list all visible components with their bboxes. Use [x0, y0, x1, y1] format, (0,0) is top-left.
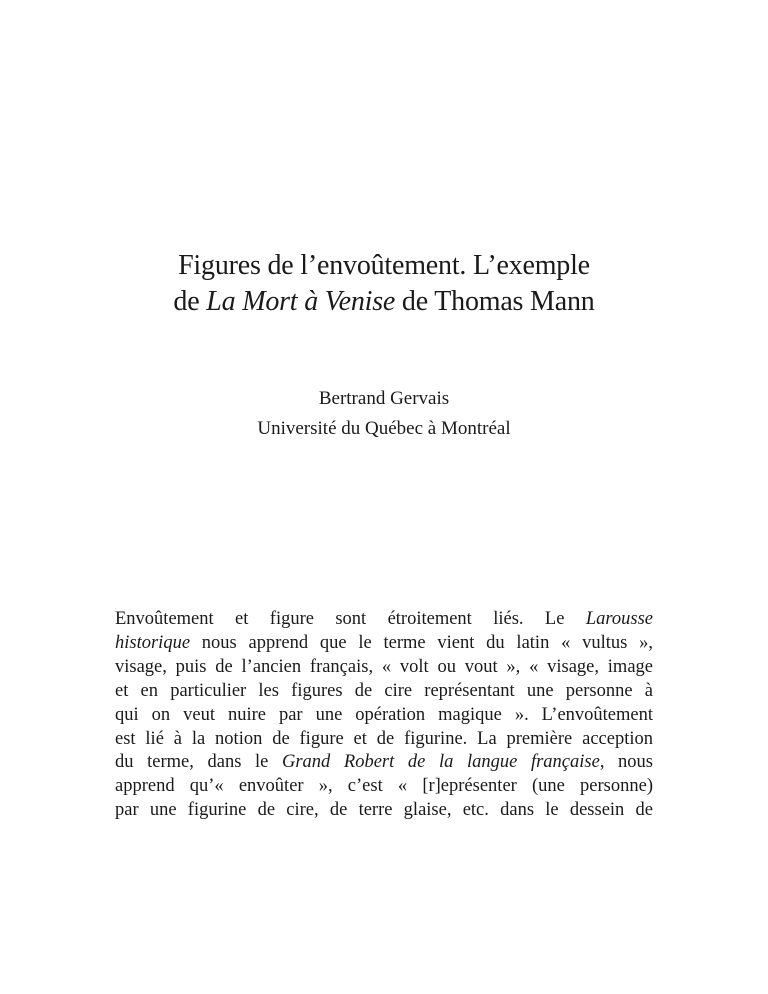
paragraph-line	[115, 751, 653, 775]
author-block	[0, 384, 768, 444]
italic-run: historique	[115, 632, 191, 653]
author-affiliation: Université du Québec à Montréal	[257, 418, 511, 439]
text-run: nous apprend que le terme vient du latin « vultus »,	[190, 632, 653, 653]
italic-run: Larousse	[585, 609, 653, 629]
text-run: Envoûtement et figure sont étroitement liés. Le	[115, 609, 586, 629]
paragraph-line: apprend qu’« envoûter », c’est « [r]eprésenter (une personne)	[115, 776, 653, 797]
title-line-2	[0, 284, 768, 320]
text-run: , nous	[599, 752, 654, 773]
body-paragraph	[115, 608, 653, 823]
title-work-italic: La Mort à Venise	[206, 286, 396, 317]
title-suffix: de Thomas Mann	[395, 286, 595, 317]
author-name: Bertrand Gervais	[318, 388, 450, 409]
text-run: du terme, dans le	[115, 752, 282, 773]
italic-run: Grand Robert de la langue française	[281, 752, 600, 773]
article-title	[0, 248, 768, 320]
paragraph-line: par une figurine de cire, de terre glaise, etc. dans le dessein de	[115, 800, 653, 821]
paragraph-line: visage, puis de l’ancien français, « volt ou vout », « visage, image	[115, 656, 653, 677]
paragraph-line	[115, 608, 653, 632]
title-prefix: de	[173, 286, 207, 317]
paragraph-line	[115, 632, 653, 656]
paragraph-line: est lié à la notion de figure et de figurine. La première acception	[115, 728, 653, 749]
paragraph-line: et en particulier les figures de cire représentant une personne à	[115, 680, 653, 701]
paragraph-line: qui on veut nuire par une opération magique ». L’envoûtement	[115, 704, 653, 725]
title-line-1: Figures de l’envoûtement. L’exemple	[178, 250, 590, 281]
